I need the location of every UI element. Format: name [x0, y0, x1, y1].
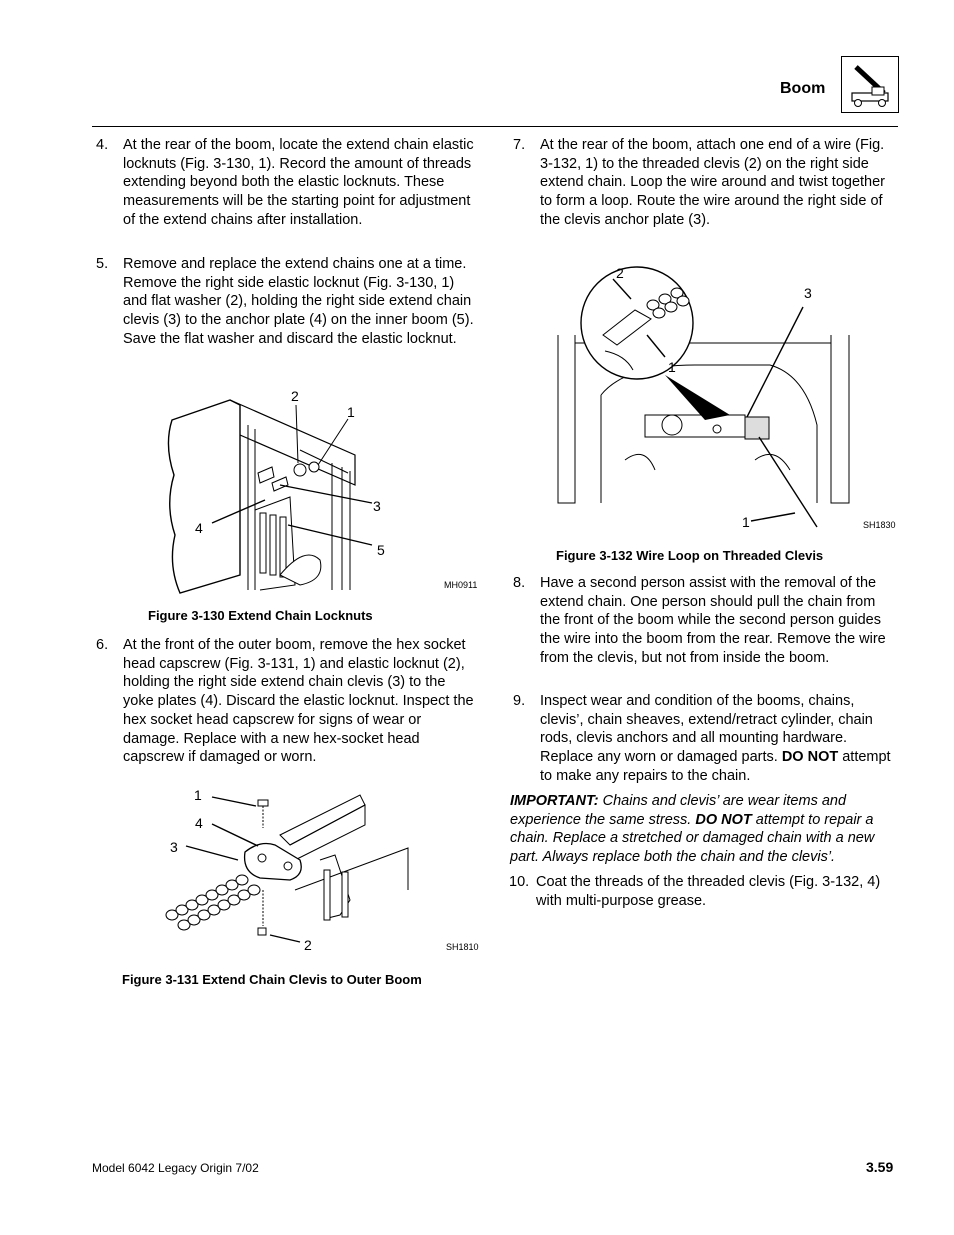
extend-chain-clevis-illustration	[160, 780, 485, 955]
step-6	[96, 636, 480, 771]
callout-1: 1	[668, 359, 676, 375]
step-text	[540, 692, 899, 786]
step-number: 7.	[513, 137, 526, 153]
callout-2: 2	[616, 265, 624, 281]
callout-5: 5	[377, 542, 385, 558]
important-text: Chains and clevis’ are wear items and experience the same stress.	[510, 793, 847, 828]
figure-code: SH1830	[863, 520, 896, 530]
figure-code: SH1810	[446, 942, 479, 952]
step-number: 4.	[96, 137, 109, 153]
step-text-part: Inspect wear and condition of the booms, chains, clevis’, chain sheaves, extend/retract cylinder, chain rods, clevis anchors and all mounting hardware. Replace any worn or damaged parts.	[540, 693, 873, 766]
figure-3-130	[160, 385, 485, 595]
do-not-emphasis: DO NOT	[781, 749, 839, 766]
important-label: IMPORTANT:	[510, 793, 599, 809]
page-number: 3.59	[866, 1159, 894, 1175]
callout-2: 2	[291, 388, 299, 404]
figure-3-131	[160, 780, 485, 955]
step-text-part: attempt to make any repairs to the chain.	[540, 749, 891, 784]
callout-3: 3	[373, 498, 381, 514]
step-5	[96, 255, 480, 370]
important-text: attempt to repair a chain. Replace a stretched or damaged chain with a new part. Always replace both the chain and the clevis’.	[510, 811, 875, 866]
step-4	[96, 136, 480, 251]
callout-2: 2	[304, 937, 312, 953]
step-text: Have a second person assist with the removal of the extend chain. One person should pull the chain from the front of the boom while the second person guides the wire into the boom from the rear. Remove the wire from the clevis, but not from inside the boom.	[540, 575, 886, 666]
step-7	[513, 136, 899, 231]
step-9	[513, 692, 899, 787]
step-8	[513, 574, 899, 689]
callout-1: 1	[742, 514, 750, 530]
figure-caption: Figure 3-131 Extend Chain Clevis to Outer Boom	[122, 972, 422, 987]
callout-1: 1	[194, 787, 202, 803]
section-title: Boom	[780, 80, 826, 97]
step-text: Coat the threads of the threaded clevis (Fig. 3-132, 4) with multi-purpose grease.	[536, 874, 881, 909]
step-number: 5.	[96, 256, 109, 272]
do-not-emphasis: DO NOT	[695, 811, 752, 828]
step-text: At the front of the outer boom, remove the hex socket head capscrew (Fig. 3-131, 1) and elastic locknut (2), holding the right side extend chain clevis (3) to the yoke plates (4). Discard the elastic locknut. Inspect the hex socket head capscrew for signs of wear or damage. Replace with a new hex-socket head capscrew if damaged or worn.	[123, 637, 474, 766]
step-text: At the rear of the boom, locate the extend chain elastic locknuts (Fig. 3-130, 1). Record the amount of threads extending beyond both the elastic locknuts. These measurements will be the starting point for adjustment of the extend chains after installation.	[123, 137, 474, 228]
important-note	[510, 792, 900, 867]
callout-4: 4	[195, 520, 203, 536]
step-number: 10.	[509, 874, 530, 890]
figure-caption: Figure 3-132 Wire Loop on Threaded Clevis	[556, 548, 824, 563]
figure-caption: Figure 3-130 Extend Chain Locknuts	[148, 608, 373, 623]
wire-loop-illustration	[555, 255, 900, 535]
callout-1: 1	[347, 404, 355, 420]
boom-lift-icon	[841, 56, 899, 113]
step-text: Remove and replace the extend chains one at a time. Remove the right side elastic locknut (Fig. 3-130, 1) and flat washer (2), holding the right side extend chain clevis (3) to the anchor plate (4) on the inner boom (5). Save the flat washer and discard the elastic locknut.	[123, 256, 474, 347]
extend-chain-locknuts-illustration	[160, 385, 485, 595]
step-text: At the rear of the boom, attach one end of a wire (Fig. 3-132, 1) to the threaded clevis (2) on the right side extend chain. Loop the wire around and twist together to form a loop. Route the wire around the right side of the clevis anchor plate (3).	[540, 137, 886, 228]
figure-code: MH0911	[444, 580, 478, 590]
callout-3: 3	[804, 285, 812, 301]
header-rule	[92, 126, 898, 127]
step-number: 9.	[513, 693, 526, 709]
figure-3-132	[555, 255, 900, 535]
step-number: 6.	[96, 637, 109, 653]
step-number: 8.	[513, 575, 526, 591]
step-10	[509, 873, 899, 913]
callout-4: 4	[195, 815, 203, 831]
footer-model-info: Model 6042 Legacy Origin 7/02	[92, 1161, 259, 1175]
callout-3: 3	[170, 839, 178, 855]
